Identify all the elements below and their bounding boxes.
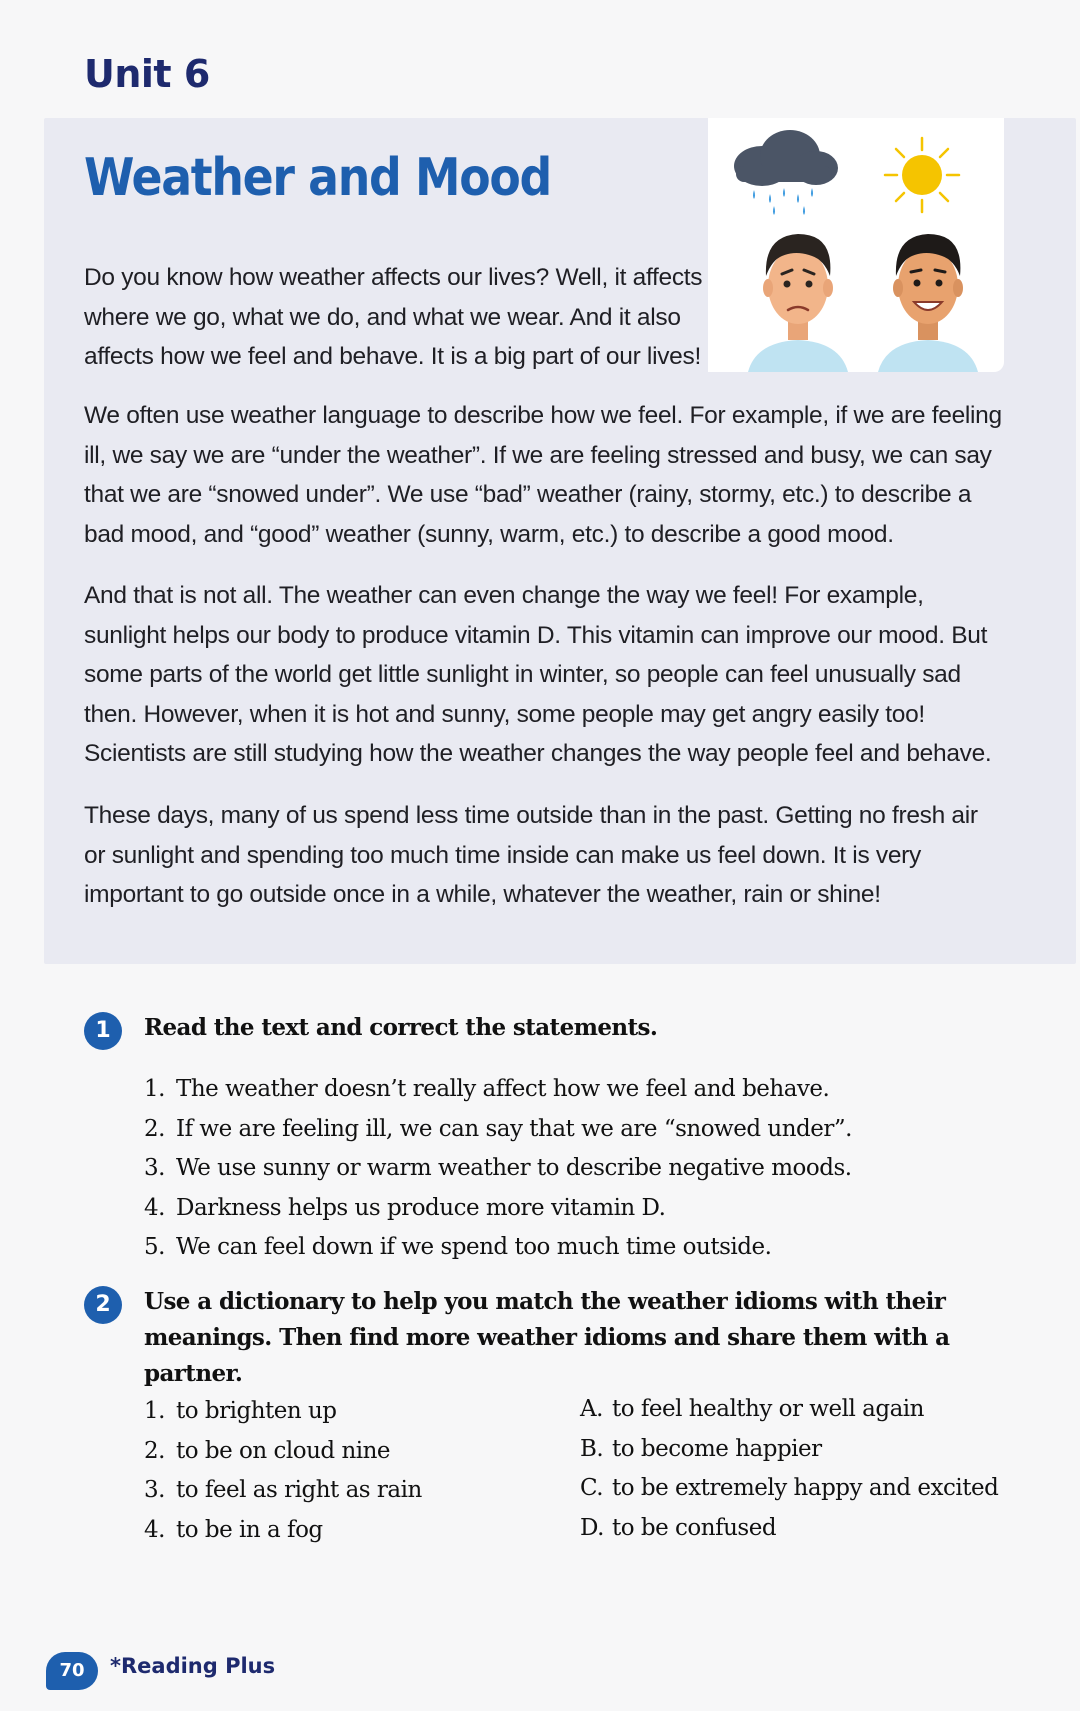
exercise-1-number: 1: [84, 1012, 122, 1050]
list-item: 4. to be in a fog: [144, 1516, 323, 1543]
unit-label: Unit 6: [84, 52, 210, 96]
weather-mood-illustration: [708, 118, 1004, 372]
page-title: Weather and Mood: [84, 148, 551, 208]
idioms-list: [144, 1392, 422, 1550]
sad-boy-icon: [748, 234, 848, 372]
list-item: 3. We use sunny or warm weather to describe negative moods.: [144, 1155, 852, 1181]
intro-paragraph: Do you know how weather affects our lives? Well, it affects where we go, what we do, and what we wear. And it also affects how we feel and behave. It is a big part of our lives!: [84, 264, 703, 370]
list-item: 5. We can feel down if we spend too much time outside.: [144, 1234, 772, 1260]
happy-boy-icon: [878, 234, 978, 372]
list-item: D. to be confused: [580, 1514, 777, 1541]
list-item: 2. If we are feeling ill, we can say that we are “snowed under”.: [144, 1115, 852, 1142]
exercise-1-instruction: Read the text and correct the statements.: [144, 1014, 658, 1041]
sun-icon: [885, 138, 959, 212]
list-item: B. to become happier: [580, 1435, 822, 1462]
weather-language-paragraph: We often use weather language to describe how we feel. For example, if we are feeling ill, we say we are “under the weather”. If we are feeling stressed and busy, we can say that we are “snowed under”. We use “bad” weather (rainy, stormy, etc.) to describe a bad mood, and “good” weather (sunny, warm, etc.) to describe a good mood.: [84, 402, 1002, 548]
list-item: 2. to be on cloud nine: [144, 1437, 391, 1464]
list-item: 1. to brighten up: [144, 1398, 337, 1424]
series-label: *Reading Plus: [110, 1654, 276, 1678]
exercise-1-statements: [144, 1070, 852, 1268]
list-item: 3. to feel as right as rain: [144, 1477, 422, 1503]
meanings-list: [580, 1390, 998, 1548]
exercise-2-number: 2: [84, 1286, 122, 1324]
list-item: 4. Darkness helps us produce more vitamin D.: [144, 1194, 666, 1221]
rain-cloud-icon: [734, 130, 838, 215]
list-item: C. to be extremely happy and excited: [580, 1475, 999, 1501]
list-item: 1. The weather doesn’t really affect how we feel and behave.: [144, 1076, 830, 1102]
exercise-2-instruction: Use a dictionary to help you match the weather idioms with their meanings. Then find more weather idioms and share them with a partner.: [144, 1288, 950, 1387]
list-item: A. to feel healthy or well again: [580, 1396, 924, 1422]
page-number-badge: 70: [46, 1652, 98, 1690]
sunlight-paragraph: And that is not all. The weather can even change the way we feel! For example, sunlight helps our body to produce vitamin D. This vitamin can improve our mood. But some parts of the world get little sunlight in winter, so people can feel unusually sad then. However, when it is hot and sunny, some people may get angry easily too! Scientists are still studying how the weather changes the way people feel and behave.: [84, 582, 992, 767]
go-outside-paragraph: These days, many of us spend less time outside than in the past. Getting no fresh air or sunlight and spending too much time inside can make us feel down. It is very important to go outside once in a while, whatever the weather, rain or shine!: [84, 802, 978, 908]
